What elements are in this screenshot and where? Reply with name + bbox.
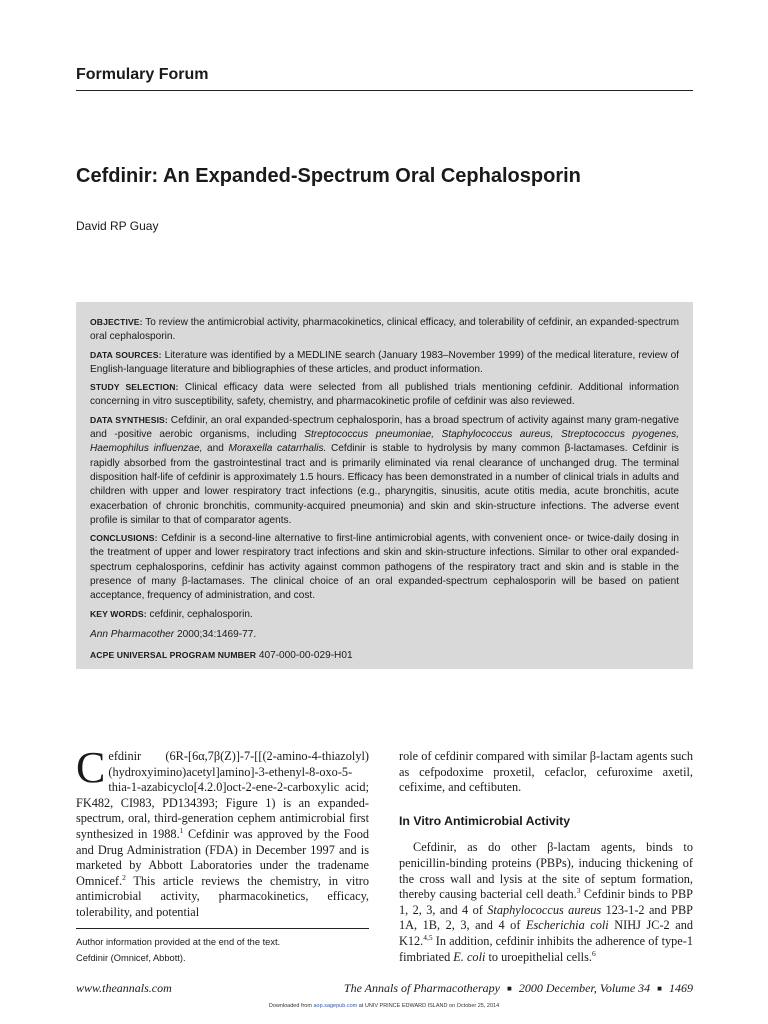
footnotes xyxy=(76,934,369,966)
reference-4-5[interactable]: 4,5 xyxy=(423,932,433,942)
abstract-box xyxy=(76,302,693,669)
in-vitro-heading: In Vitro Antimicrobial Activity xyxy=(399,813,571,828)
in-vitro-text-6: to uroepithelial cells. xyxy=(488,949,592,964)
abstract-citation xyxy=(90,628,679,642)
drop-cap: C xyxy=(76,743,106,792)
organism-e-coli-short: E. coli xyxy=(453,949,486,964)
in-vitro-text-3: 123-1-2 and PBP 1A, 1B, 2, 3, and 4 of xyxy=(399,902,694,933)
data-sources-text: Literature was identified by a MEDLINE search (January 1983–November 1999) of the medical literature, review of English-language literature and bibliographies of these articles, and product information. xyxy=(90,349,679,375)
download-notice xyxy=(0,1003,768,1009)
key-words-text: cefdinir, cephalosporin. xyxy=(149,608,253,620)
organism-staph-aureus: Staphylococcus aureus xyxy=(487,902,602,917)
abstract-key-words xyxy=(90,607,679,622)
study-selection-text: Clinical efficacy data were selected from all published trials mentioning cefdinir. Additional information concerning in vitro susceptibility, safety, chemistry, and pharmacokinetic profile of cefdinir was also reviewed. xyxy=(90,382,680,408)
in-vitro-paragraph xyxy=(399,840,693,965)
in-vitro-text-5: In addition, cefdinir inhibits the adherence of type-1 fimbriated xyxy=(399,933,693,964)
abstract-conclusions xyxy=(90,531,679,603)
organism-e-coli: Escherichia coli xyxy=(525,918,609,933)
data-synthesis-and: and xyxy=(207,443,224,455)
reference-2[interactable]: 2 xyxy=(122,872,126,882)
article-author: David RP Guay xyxy=(76,219,159,233)
objective-label: OBJECTIVE: xyxy=(90,317,143,327)
key-words-label: KEY WORDS: xyxy=(90,608,147,619)
article-title: Cefdinir: An Expanded-Spectrum Oral Cephalosporin xyxy=(76,165,581,187)
reference-1[interactable]: 1 xyxy=(179,825,184,835)
in-vitro-text-1: Cefdinir, as do other β-lactam agents, binds to penicillin-binding proteins (PBPs), inducing thickening of the cross wall and lysis at the site of septum formation, thereby causing bacterial cell death. xyxy=(399,840,693,902)
data-synthesis-organism-last: Moraxella catarrhalis. xyxy=(228,443,327,455)
acpe-number: 407-000-00-029-H01 xyxy=(258,650,353,662)
data-synthesis-organisms: Streptococcus pneumoniae, Staphylococcus aureus, Streptococcus pyogenes, Haemophilus influenzae, xyxy=(90,429,679,455)
running-footer xyxy=(344,981,693,996)
data-sources-label: DATA SOURCES: xyxy=(90,349,162,360)
data-synthesis-label: DATA SYNTHESIS: xyxy=(90,414,168,425)
conclusions-label: CONCLUSIONS: xyxy=(90,533,158,544)
in-vitro-text-4: NIHJ JC-2 and K12. xyxy=(399,918,694,948)
data-synthesis-text-2: Cefdinir is stable to hydrolysis by many common β-lactamases. Cefdinir is rapidly absorbed from the gastrointestinal tract and is primarily eliminated via renal clearance of unchanged drug. The terminal disposition half-life of cefdinir is approximately 1.5 hours. Efficacy has been demonstrated in a number of clinical trials in adults and children with upper and lower respiratory tract infections (e.g., pharyngitis, sinusitis, acute otitis media, acute bronchitis, acute exacerbation of chronic bronchitis, community-acquired pneumonia) and skin and skin-structure infections. The adverse event profile is similar to that of comparator agents. xyxy=(90,443,679,526)
data-synthesis-text-1: Cefdinir, an oral expanded-spectrum cephalosporin, has a broad spectrum of activity against many gram-negative and -positive aerobic organisms, including xyxy=(90,414,680,441)
study-selection-label: STUDY SELECTION: xyxy=(90,382,179,393)
abstract-study-selection xyxy=(90,380,679,410)
acpe-label: ACPE UNIVERSAL PROGRAM NUMBER xyxy=(90,650,257,661)
body-column-left xyxy=(76,743,369,921)
footer-issue: 2000 December, Volume 34 xyxy=(518,981,651,995)
citation-details: 2000;34:1469-77. xyxy=(176,628,257,640)
intro-text-2: Cefdinir was approved by the Food and Drug Administration (FDA) in December 1997 and is marketed by Abbott Laboratories under the tradename Omnicef. xyxy=(76,826,369,888)
journal-url-link[interactable]: www.theannals.com xyxy=(76,981,172,995)
download-suffix: at UNIV PRINCE EDWARD ISLAND on October 25, 2014 xyxy=(358,1003,500,1009)
section-heading: Formulary Forum xyxy=(76,66,693,91)
right-intro-paragraph: role of cefdinir compared with similar β-lactam agents such as cefpodoxime proxetil, cefaclor, cefuroxime axetil, cefixime, and ceftibuten. xyxy=(399,749,693,795)
footnote-author-info: Author information provided at the end of the text. xyxy=(76,937,281,947)
download-source-link[interactable]: aop.sagepub.com xyxy=(313,1003,358,1009)
intro-paragraph xyxy=(76,743,369,921)
body-column-right xyxy=(399,749,693,965)
conclusions-text: Cefdinir is a second-line alternative to first-line antimicrobial agents, with convenient once- or twice-daily dosing in the treatment of upper and lower respiratory tract infections and skin and skin-structure infections. Similar to other oral expanded-spectrum cephalosporins, cefdinir has activity against common pathogens of the respiratory tract and skin and is stable in the presence of many β-lactamases. The clinical choice of an oral expanded-spectrum cephalosporin will be based on patient acceptance, frequency of administration, and cost. xyxy=(90,533,679,602)
footer-separator-1: ■ xyxy=(507,984,512,993)
download-prefix: Downloaded from xyxy=(268,1003,312,1009)
intro-text-3: This article reviews the chemistry, in vitro antimicrobial activity, pharmacokinetics, efficacy, tolerability, and potential xyxy=(76,873,369,919)
footer-journal-name: The Annals of Pharmacotherapy xyxy=(343,981,500,995)
reference-6[interactable]: 6 xyxy=(591,948,596,958)
abstract-objective xyxy=(90,315,679,345)
footnote-trade-name: Cefdinir (Omnicef, Abbott). xyxy=(76,953,186,963)
abstract-data-sources xyxy=(90,348,679,378)
abstract-acpe xyxy=(90,648,679,663)
citation-journal: Ann Pharmacother xyxy=(90,628,175,640)
intro-text-1: efdinir (6R-[6α,7β(Z)]-7-[[(2-amino-4-thiazolyl)(hydroxyimino)acetyl]amino]-3-ethenyl-8-oxo-5-thia-1-azabicyclo[4.2.0]oct-2-ene-2-carboxylic acid; FK482, CI983, PD134393; Figure 1) is an expanded-spectrum, oral, third-generation cephem antimicrobial first synthesized in 1988. xyxy=(76,749,369,841)
abstract-data-synthesis xyxy=(90,413,679,528)
footnote-divider xyxy=(76,928,369,929)
objective-text: To review the antimicrobial activity, pharmacokinetics, clinical efficacy, and tolerability of cefdinir, an expanded-spectrum oral cephalosporin. xyxy=(90,317,679,343)
in-vitro-text-2: Cefdinir binds to PBP 1, 2, 3, and 4 of xyxy=(399,887,694,917)
footer-separator-2: ■ xyxy=(657,984,662,993)
reference-3[interactable]: 3 xyxy=(576,886,581,896)
page-number: 1469 xyxy=(669,981,693,995)
